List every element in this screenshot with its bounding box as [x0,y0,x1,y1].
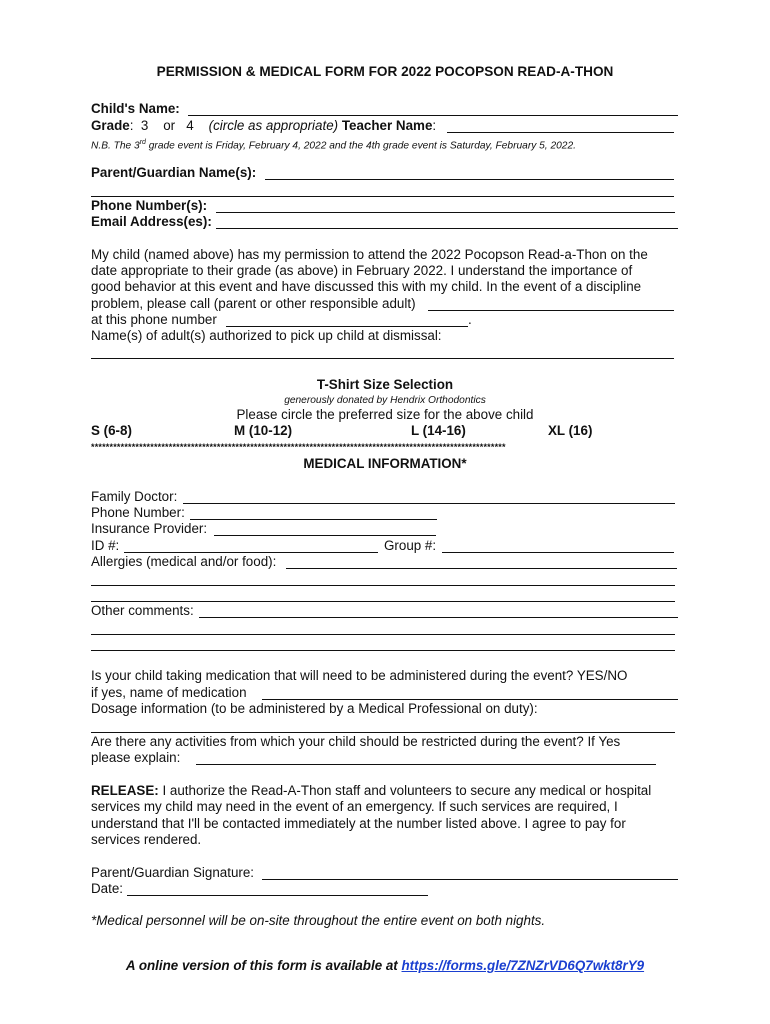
doctor-phone-field[interactable] [190,505,437,520]
phone-numbers-label: Phone Number(s): [91,198,208,213]
restriction-question: Are there any activities from which your child should be restricted during the event? If Yes [91,734,621,749]
doctor-phone-label: Phone Number: [91,505,185,520]
email-address-field[interactable] [216,214,678,229]
dosage-label: Dosage information (to be administered by a Medical Professional on duty): [91,701,538,716]
medication-name-field[interactable] [262,685,678,700]
separator-stars: **************************************************************************************************************** [91,442,506,452]
grade-options[interactable]: 3 or 4 [140,118,194,133]
tshirt-instruction: Please circle the preferred size for the above child [236,407,534,422]
size-option-l[interactable]: L (14-16) [411,423,466,438]
allergies-field-3[interactable] [91,587,675,602]
permission-line-5: at this phone number [91,312,217,327]
guardian-name-field[interactable] [265,165,674,180]
teacher-name-field[interactable] [447,118,674,133]
size-option-s[interactable]: S (6-8) [91,423,132,438]
allergies-label: Allergies (medical and/or food): [91,554,277,569]
medication-question: Is your child taking medication that will need to be administered during the event? YES/NO [91,668,628,683]
family-doctor-field[interactable] [183,489,675,504]
guardian-name-field-2[interactable] [91,182,674,197]
signature-field[interactable] [262,865,678,880]
guardian-name-label: Parent/Guardian Name(s): [91,165,257,180]
id-label: ID #: [91,538,120,553]
comments-field[interactable] [199,603,678,618]
pickup-adults-field[interactable] [91,344,674,359]
discipline-contact-field[interactable] [428,296,674,311]
group-label: Group #: [384,538,437,553]
grade-date-note: N.B. The 3rd grade event is Friday, February 4, 2022 and the 4th grade event is Saturday, February 5, 2022. [91,139,576,152]
release-line-2: services my child may need in the event of an emergency. If such services are required, I [91,799,618,814]
comments-label: Other comments: [91,603,194,618]
comments-field-2[interactable] [91,620,675,635]
grade-label: Grade [91,118,130,133]
release-line-3: understand that I'll be contacted immediately at the number listed above. I agree to pay for [91,816,626,831]
medical-heading: MEDICAL INFORMATION* [303,456,467,471]
childs-name-field[interactable] [188,101,678,116]
explain-field[interactable] [196,750,656,765]
insurance-label: Insurance Provider: [91,521,208,536]
size-option-xl[interactable]: XL (16) [548,423,593,438]
discipline-phone-field[interactable] [226,312,468,327]
phone-numbers-field[interactable] [216,198,675,213]
release-line-1: RELEASE: I authorize the Read-A-Thon staff and volunteers to secure any medical or hospital [91,783,652,798]
signature-label: Parent/Guardian Signature: [91,865,255,880]
medication-name-label: if yes, name of medication [91,685,247,700]
allergies-field-2[interactable] [91,571,675,586]
dosage-field[interactable] [91,718,675,733]
insurance-field[interactable] [214,521,436,536]
date-label: Date: [91,881,124,896]
permission-line-3: good behavior at this event and have discussed this with my child. In the event of a discipline [91,279,642,294]
childs-name-label: Child's Name: [91,101,180,116]
email-address-label: Email Address(es): [91,214,212,229]
period-mark: . [468,312,472,327]
permission-line-2: date appropriate to their grade (as above) in February 2022. I understand the importance of [91,263,633,278]
online-version-note: A online version of this form is available at https://forms.gle/7ZNZrVD6Q7wkt8rY9 [125,958,645,973]
comments-field-3[interactable] [91,636,675,651]
tshirt-heading: T-Shirt Size Selection [316,377,454,392]
family-doctor-label: Family Doctor: [91,489,178,504]
permission-line-6: Name(s) of adult(s) authorized to pick up child at dismissal: [91,328,442,343]
size-option-m[interactable]: M (10-12) [234,423,293,438]
permission-line-4: problem, please call (parent or other responsible adult) [91,296,416,311]
group-field[interactable] [442,538,674,553]
online-form-link[interactable]: https://forms.gle/7ZNZrVD6Q7wkt8rY9 [401,958,645,973]
explain-label: please explain: [91,750,181,765]
release-line-4: services rendered. [91,832,202,847]
medical-footnote: *Medical personnel will be on-site throughout the entire event on both nights. [91,913,546,928]
date-field[interactable] [127,881,428,896]
id-field[interactable] [124,538,378,553]
tshirt-sponsor: generously donated by Hendrix Orthodontics [284,395,486,406]
allergies-field[interactable] [286,554,677,569]
grade-row: Grade: 3 or 4 (circle as appropriate) Teacher Name: [91,118,437,133]
permission-line-1: My child (named above) has my permission to attend the 2022 Pocopson Read-a-Thon on the [91,247,648,262]
teacher-name-label: Teacher Name [341,118,433,133]
form-title: PERMISSION & MEDICAL FORM FOR 2022 POCOPSON READ-A-THON [156,64,614,79]
grade-hint: (circle as appropriate) [208,118,339,133]
